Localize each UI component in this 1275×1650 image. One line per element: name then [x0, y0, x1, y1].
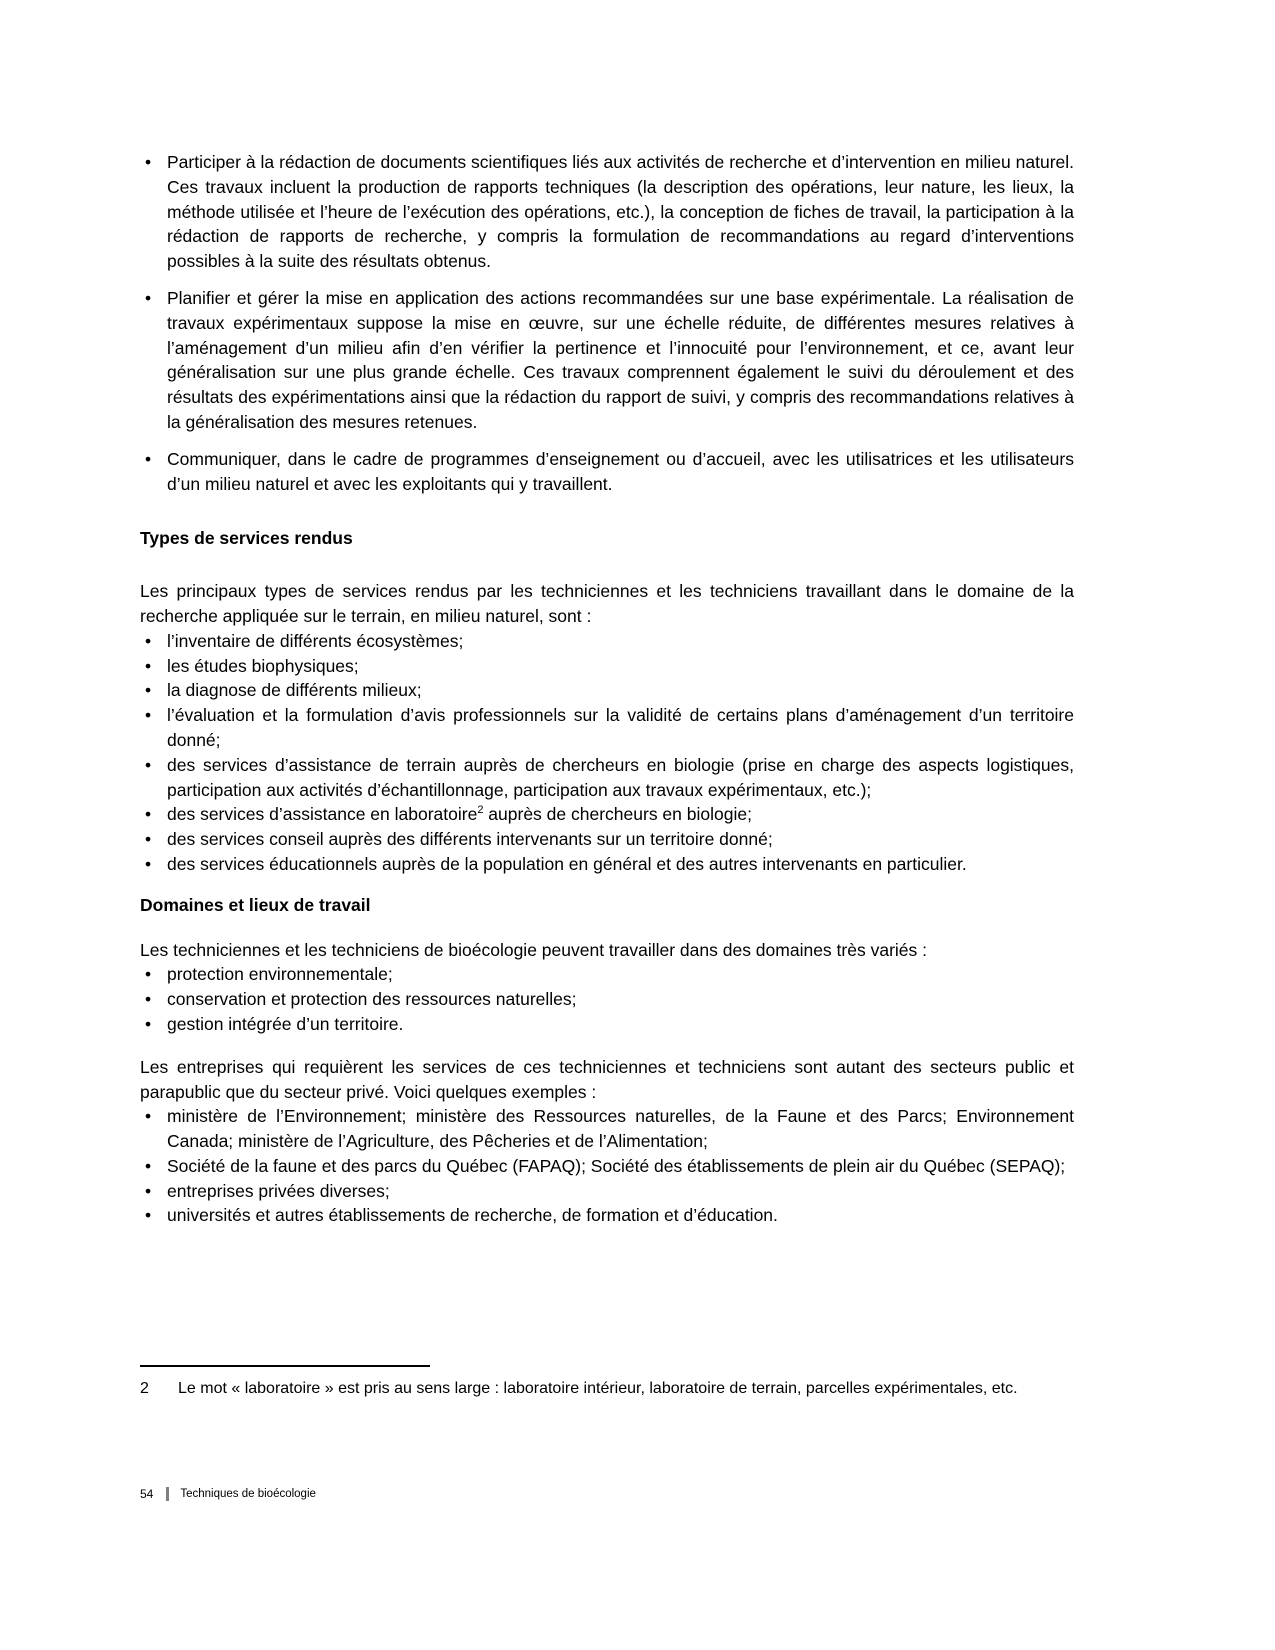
footnote-text: Le mot « laboratoire » est pris au sens large : laboratoire intérieur, laboratoire de terrain, parcelles expérimentales, etc.: [178, 1380, 1018, 1397]
list-item: [140, 150, 1074, 274]
domaines-intro-paragraph: Les techniciennes et les techniciens de bioécologie peuvent travailler dans des domaines très variés :: [140, 939, 927, 960]
bullet-text: des services éducationnels auprès de la population en général et des autres intervenants en particulier.: [167, 853, 967, 874]
list-item: [140, 447, 1074, 497]
list-item: [140, 962, 1074, 987]
list-item: [140, 1179, 1074, 1204]
entreprises-intro-paragraph: Les entreprises qui requièrent les services de ces techniciennes et techniciens sont autant des secteurs public et parapublic que du secteur privé. Voici quelques exemples :: [140, 1056, 1074, 1102]
list-item: [140, 286, 1074, 435]
bullet-text: des services conseil auprès des différents intervenants sur un territoire donné;: [167, 829, 773, 850]
footnote-divider: [140, 1365, 430, 1367]
bullet-text: Communiquer, dans le cadre de programmes d’enseignement ou d’accueil, avec les utilisatrices et les utilisateurs d’un milieu naturel et avec les exploitants qui y travaillent.: [167, 448, 1074, 494]
bullet-text: la diagnose de différents milieux;: [167, 680, 422, 701]
entreprises-bullet-list: [140, 1104, 1074, 1228]
footnote-body: [140, 1376, 1074, 1401]
bullet-text: conservation et protection des ressources naturelles;: [167, 989, 577, 1010]
list-item: [140, 987, 1074, 1012]
footer-document-title: Techniques de bioécologie: [180, 1488, 316, 1500]
section-heading-services: Types de services rendus: [140, 528, 353, 549]
bullet-text: entreprises privées diverses;: [167, 1180, 390, 1201]
list-item: [140, 1154, 1074, 1179]
intro-bullet-list: [140, 150, 1074, 496]
bullet-text: Planifier et gérer la mise en application des actions recommandées sur une base expérimentale. La réalisation de travaux expérimentaux suppose la mise en œuvre, sur une échelle réduite, de différentes mesures relatives à l’aménagement d’un milieu afin d’en vérifier la pertinence et l’innocuité pour l’environnement, et ce, avant leur généralisation sur une plus grande échelle. Ces travaux comprennent également le suivi du déroulement et des résultats des expérimentations ainsi que la rédaction du rapport de suivi, y compris des recommandations relatives à la généralisation des mesures retenues.: [167, 287, 1074, 432]
page-number: 54: [140, 1487, 154, 1501]
list-item: [140, 629, 1074, 654]
bullet-text: gestion intégrée d’un territoire.: [167, 1013, 404, 1034]
list-item: [140, 802, 1074, 827]
bullet-text: Société de la faune et des parcs du Québec (FAPAQ); Société des établissements de plein air du Québec (SEPAQ);: [167, 1155, 1066, 1176]
list-item: [140, 753, 1074, 803]
bullet-text: l’évaluation et la formulation d’avis professionnels sur la validité de certains plans d’aménagement d’un territoire donné;: [167, 705, 1074, 750]
bullet-text: l’inventaire de différents écosystèmes;: [167, 630, 464, 651]
bullet-text: ministère de l’Environnement; ministère des Ressources naturelles, de la Faune et des Parcs; Environnement Canada; ministère de l’Agriculture, des Pêcheries et de l’Alimentation;: [167, 1106, 1074, 1152]
page-content: [140, 150, 1074, 1228]
list-item: [140, 1104, 1074, 1154]
bullet-text: Participer à la rédaction de documents scientifiques liés aux activités de recherche et d’intervention en milieu naturel. Ces travaux incluent la production de rapports techniques (la description des opérations, leur nature, les lieux, la méthode utilisée et l’heure de l’exécution des opérations, etc.), la conception de fiches de travail, la participation à la rédaction de rapports de recherche, y compris la formulation de recommandations au regard d’interventions possibles à la suite des résultats obtenus.: [167, 152, 1074, 272]
services-intro-paragraph: Les principaux types de services rendus par les techniciennes et les techniciens travaillant dans le domaine de la recherche appliquée sur le terrain, en milieu naturel, sont :: [140, 581, 1074, 626]
list-item: [140, 1203, 1074, 1228]
domaines-bullet-list: [140, 962, 1074, 1036]
bullet-text: protection environnementale;: [167, 964, 393, 985]
list-item: [140, 678, 1074, 703]
list-item: [140, 827, 1074, 852]
services-bullet-list: [140, 629, 1074, 877]
list-item: [140, 1012, 1074, 1037]
list-item: [140, 654, 1074, 679]
bullet-text: universités et autres établissements de recherche, de formation et d’éducation.: [167, 1205, 778, 1226]
footer-divider-bar: [166, 1487, 169, 1501]
page-footer: [140, 1487, 316, 1501]
section-heading-domaines: Domaines et lieux de travail: [140, 894, 371, 915]
bullet-text: les études biophysiques;: [167, 655, 359, 676]
bullet-text: des services d’assistance en laboratoire: [167, 804, 478, 825]
bullet-text: auprès de chercheurs en biologie;: [483, 804, 752, 825]
footnote: [140, 1365, 1074, 1401]
list-item: [140, 703, 1074, 753]
list-item: [140, 852, 1074, 877]
footnote-number: 2: [140, 1380, 149, 1397]
bullet-text: des services d’assistance de terrain auprès de chercheurs en biologie (prise en charge des aspects logistiques, participation aux activités d’échantillonnage, participation aux travaux expérimentaux, etc.);: [167, 754, 1074, 800]
footnote-reference: 2: [477, 804, 484, 817]
